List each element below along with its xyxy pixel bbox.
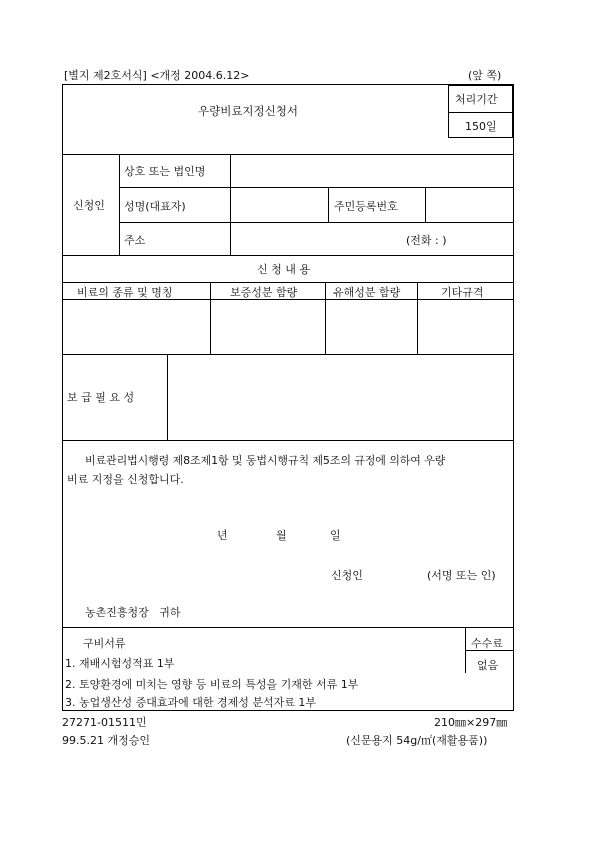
company-name-label: 상호 또는 법인명 <box>124 165 206 178</box>
documents-title: 구비서류 <box>83 637 126 650</box>
paper-spec: (신문용지 54g/㎡(재활용품)) <box>346 734 488 747</box>
address-label: 주소 <box>124 234 146 247</box>
column-fertilizer-type: 비료의 종류 및 명칭 <box>77 286 173 299</box>
applicant-section-label: 신청인 <box>73 199 105 212</box>
line-necessity-divider <box>167 354 168 440</box>
processing-period-label: 처리기간 <box>455 93 498 106</box>
representative-name-field[interactable] <box>235 198 323 214</box>
line-content-bottom <box>63 354 513 355</box>
line-rrn-left <box>328 187 329 222</box>
fee-label: 수수료 <box>471 637 503 650</box>
rrn-label: 주민등록번호 <box>334 200 398 213</box>
document-item-2: 2. 토양환경에 미치는 영향 등 비료의 특성을 기재한 서류 1부 <box>65 678 359 691</box>
line-applicant-divider <box>119 154 120 255</box>
date-month: 월 <box>276 529 287 542</box>
column-guaranteed-content: 보증성분 함량 <box>230 286 298 299</box>
form-title: 우량비료지정신청서 <box>198 104 298 118</box>
approval-date: 99.5.21 개정승인 <box>62 734 150 747</box>
column-harmful-content: 유해성분 함량 <box>333 286 401 299</box>
document-item-3: 3. 농업생산성 증대효과에 대한 경제성 분석자료 1부 <box>65 696 316 709</box>
line-content-label-bottom <box>63 282 513 283</box>
paper-size: 210㎜×297㎜ <box>434 716 508 729</box>
line-rrn-right <box>425 187 426 222</box>
line-name-bottom <box>120 222 513 223</box>
rrn-field[interactable] <box>430 198 508 214</box>
signature-placeholder: (서명 또는 인) <box>427 569 496 582</box>
line-company-bottom <box>120 187 513 188</box>
representative-name-label: 성명(대표자) <box>124 200 186 213</box>
application-form <box>62 84 514 711</box>
line-title-bottom <box>63 154 513 155</box>
necessity-label: 보 급 필 요 성 <box>67 391 135 404</box>
guaranteed-content-field[interactable] <box>214 303 322 351</box>
necessity-field[interactable] <box>173 359 509 435</box>
line-necessity-bottom <box>63 440 513 441</box>
date-day: 일 <box>330 529 341 542</box>
line-fee-left <box>465 627 466 673</box>
column-other-specs: 기타규격 <box>441 286 484 299</box>
line-col-2 <box>325 282 326 354</box>
company-name-field[interactable] <box>235 163 507 179</box>
statement-line-2: 비료 지정을 신청합니다. <box>67 473 184 486</box>
line-statement-bottom <box>63 627 513 628</box>
address-field[interactable] <box>235 232 395 248</box>
processing-period-value: 150일 <box>465 120 497 133</box>
content-section-label: 신 청 내 용 <box>257 263 310 276</box>
fertilizer-type-field[interactable] <box>67 303 207 351</box>
fee-value: 없음 <box>477 659 499 672</box>
line-col-1 <box>210 282 211 354</box>
line-col-3 <box>417 282 418 354</box>
recipient-line: 농촌진흥청장 귀하 <box>85 606 181 619</box>
other-specs-field[interactable] <box>421 303 509 351</box>
line-applicant-bottom <box>63 255 513 256</box>
phone-label: (전화 : ) <box>406 234 447 247</box>
form-code: [별지 제2호서식] <개정 2004.6.12> <box>64 69 250 82</box>
harmful-content-field[interactable] <box>329 303 414 351</box>
form-serial-code: 27271-01511민 <box>62 716 147 729</box>
date-year: 년 <box>217 529 228 542</box>
document-item-1: 1. 재배시험성적표 1부 <box>65 657 175 670</box>
applicant-sign-label: 신청인 <box>331 569 363 582</box>
statement-line-1: 비료관리법시행령 제8조제1항 및 동법시행규칙 제5조의 규정에 의하여 우량 <box>85 454 446 467</box>
page-side-label: (앞 쪽) <box>468 69 502 82</box>
line-label-divider <box>230 154 231 255</box>
